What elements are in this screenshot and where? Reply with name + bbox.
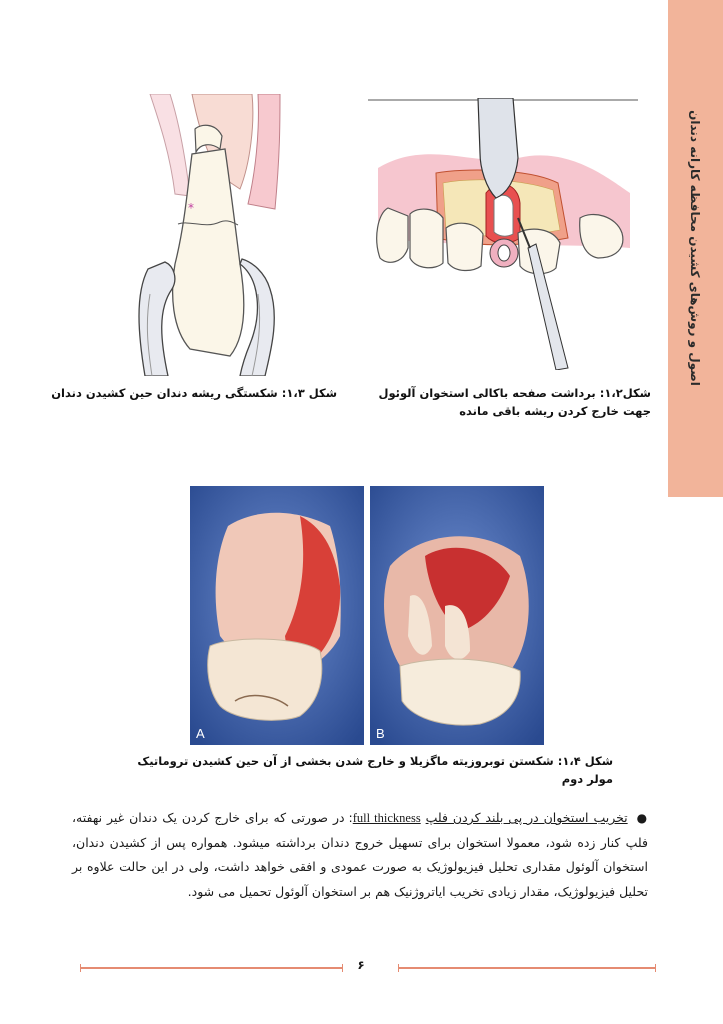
body-paragraph bbox=[72, 806, 648, 904]
paragraph-term: full thickness bbox=[352, 811, 421, 825]
photo-a bbox=[190, 486, 364, 745]
figure-caption bbox=[361, 384, 651, 420]
photo-b bbox=[370, 486, 544, 745]
figure-caption-line: شکل۱،۲: برداشت صفحه باکالی استخوان آلوئول bbox=[378, 386, 651, 400]
footer-line-left bbox=[80, 967, 343, 969]
photo-label-a: A bbox=[196, 726, 205, 741]
bullet-icon: ● bbox=[636, 811, 648, 825]
paragraph-lead: تخریب استخوان در پی بلند کردن فلپ bbox=[425, 810, 628, 825]
figure-root-fracture-illustration bbox=[130, 94, 310, 376]
chapter-title: اصول و روش‌های کشیدن محافظه کارانه دندان bbox=[688, 110, 702, 386]
svg-text:*: * bbox=[188, 201, 194, 215]
page-number: ۶ bbox=[357, 958, 365, 972]
figure-caption-line: جهت خارج کردن ریشه باقی مانده bbox=[459, 404, 651, 418]
paragraph-rest: : در صورتی که برای خارج کردن یک دندان غیر نهفته، فلپ کنار زده شود، معمولا استخوان برای تسهیل خروج دندان برداشته میشود. همواره پس از کشیدن دندان، استخوان آلوئول مقداری تحلیل فیزیولوژیک به صورت عمودی و افقی خواهد داشت، ولی در این حالت علاوه بر تحلیل فیزیولوژیک، مقدار زیادی تخریب ایاتروژنیک هم بر استخوان آلوئول تحمیل می شود. bbox=[72, 810, 648, 899]
figure-caption: شکل ۱،۴: شکستن توبروزیته ماگزیلا و خارج شدن بخشی از آن حین کشیدن تروماتیک مولر دوم bbox=[137, 754, 613, 786]
extracted-tooth-image bbox=[370, 486, 544, 745]
photo-label-b: B bbox=[376, 726, 385, 741]
footer-line-right bbox=[398, 967, 656, 969]
figure-caption: شکل ۱،۳: شکستگی ریشه دندان حین کشیدن دندان bbox=[51, 386, 337, 400]
figure-buccal-plate-illustration bbox=[368, 98, 638, 370]
extracted-tooth-image bbox=[190, 486, 364, 745]
